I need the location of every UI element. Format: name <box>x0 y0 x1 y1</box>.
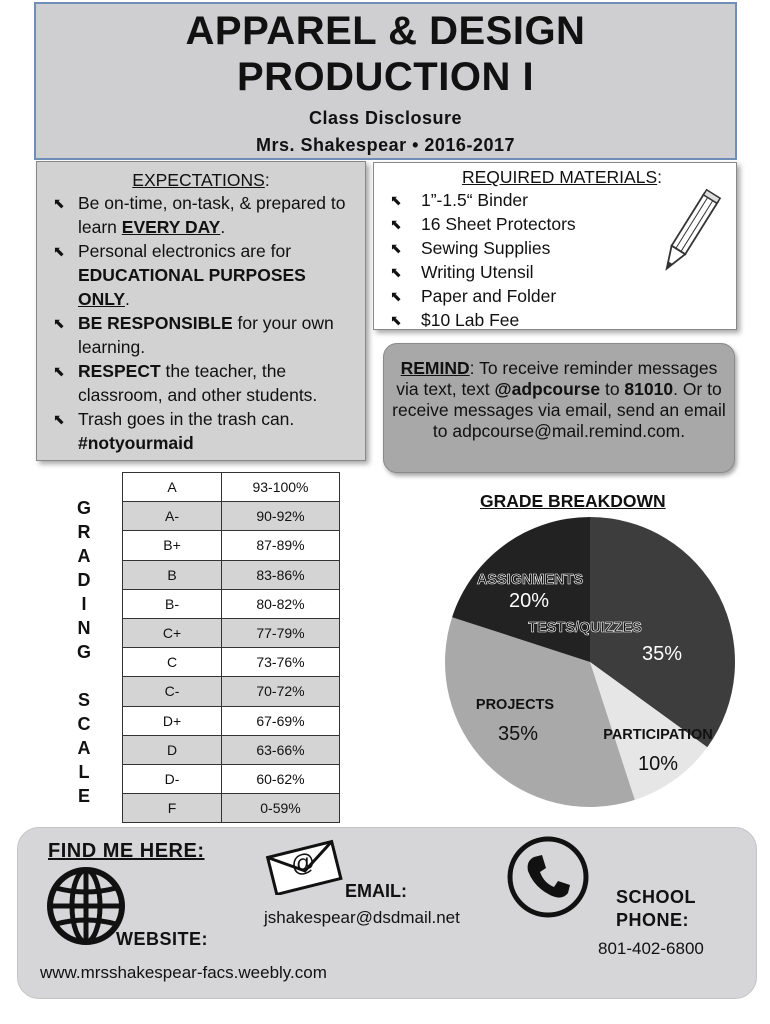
grade-range: 90-92% <box>222 502 340 531</box>
list-item: ⬉ Personal electronics are for EDUCATIONAL PURPOSES ONLY. <box>53 241 306 309</box>
slice-label: PARTICIPATION <box>603 727 713 743</box>
grade-range: 73-76% <box>222 648 340 677</box>
expectations-list <box>47 191 355 455</box>
grade-letter: C- <box>123 677 222 706</box>
grade-range: 0-59% <box>222 794 340 823</box>
arrow-bullet-icon: ⬉ <box>390 216 402 232</box>
slice-percent: 20% <box>508 590 550 612</box>
grade-letter: C <box>123 648 222 677</box>
remind-box: REMIND: To receive reminder messages via text, text @adpcourse to 81010. Or to receive messages via email, send an email to adpcourse@mail.remind.com. <box>383 343 735 473</box>
grade-range: 63-66% <box>222 735 340 764</box>
school-phone-label: SCHOOL PHONE: <box>616 887 697 930</box>
page-title <box>36 8 735 100</box>
arrow-bullet-icon: ⬉ <box>390 192 402 208</box>
table-row <box>123 706 340 735</box>
email-address[interactable]: jshakespear@dsdmail.net <box>264 908 460 927</box>
expectations-title: EXPECTATIONS: <box>132 170 270 190</box>
vertical-letter: A <box>77 738 91 758</box>
slice-percent: 35% <box>641 643 683 665</box>
grade-letter: B- <box>123 589 222 618</box>
globe-icon <box>46 866 126 946</box>
grade-letter: D+ <box>123 706 222 735</box>
subtitle: Class Disclosure <box>308 108 463 128</box>
table-row <box>123 648 340 677</box>
table-row <box>123 794 340 823</box>
table-row <box>123 735 340 764</box>
slice-percent: 35% <box>497 723 539 745</box>
find-me-heading: FIND ME HERE: <box>48 840 205 862</box>
list-item: ⬉ RESPECT the teacher, the classroom, and other students. <box>53 361 318 405</box>
title-line-2: PRODUCTION I <box>236 55 535 99</box>
vertical-letter: A <box>77 546 91 566</box>
header-banner <box>34 2 737 160</box>
grade-letter: A- <box>123 502 222 531</box>
title-line-1: APPAREL & DESIGN <box>185 9 586 53</box>
website-link[interactable]: www.mrsshakespear-facs.weebly.com <box>40 963 327 982</box>
grade-letter: D <box>123 735 222 764</box>
list-item: ⬉ Writing Utensil <box>390 262 534 282</box>
list-item: ⬉ Be on-time, on-task, & prepared to learn EVERY DAY. <box>53 193 346 237</box>
svg-text:@: @ <box>288 847 319 880</box>
table-row <box>123 589 340 618</box>
table-row <box>123 531 340 560</box>
vertical-letter: G <box>76 642 91 662</box>
table-row <box>123 677 340 706</box>
website-label: WEBSITE: <box>116 929 208 949</box>
materials-title: REQUIRED MATERIALS: <box>462 167 662 187</box>
chart-title: GRADE BREAKDOWN <box>480 491 666 511</box>
grading-scale-vertical-label <box>72 496 96 808</box>
arrow-bullet-icon: ⬉ <box>390 264 402 280</box>
grade-range: 87-89% <box>222 531 340 560</box>
arrow-bullet-icon: ⬉ <box>53 315 65 331</box>
email-icon <box>263 839 345 895</box>
list-item: ⬉ Trash goes in the trash can. #notyourmaid <box>53 409 295 453</box>
teacher-and-year: Mrs. Shakespear • 2016-2017 <box>256 135 515 155</box>
grade-breakdown-pie-chart <box>440 512 750 812</box>
grade-range: 80-82% <box>222 589 340 618</box>
grade-letter: C+ <box>123 618 222 647</box>
arrow-bullet-icon: ⬉ <box>53 411 65 427</box>
school-phone-number[interactable]: 801-402-6800 <box>598 939 704 958</box>
email-label: EMAIL: <box>345 881 407 901</box>
grade-range: 60-62% <box>222 764 340 793</box>
vertical-letter: G <box>76 498 91 518</box>
vertical-letter <box>72 664 96 688</box>
list-item: ⬉ Sewing Supplies <box>390 238 551 258</box>
slice-label: PROJECTS <box>475 697 555 713</box>
slice-label: TESTS/QUIZZES <box>528 620 642 636</box>
slice-label: ASSIGNMENTS <box>476 572 584 588</box>
vertical-letter: E <box>77 786 90 806</box>
contact-footer <box>17 827 757 999</box>
vertical-letter: R <box>77 522 91 542</box>
expectations-box <box>36 161 366 461</box>
list-item: ⬉ $10 Lab Fee <box>390 310 520 330</box>
list-item: ⬉ BE RESPONSIBLE for your own learning. <box>53 313 334 357</box>
table-row <box>123 764 340 793</box>
arrow-bullet-icon: ⬉ <box>53 363 65 379</box>
list-item: ⬉ Paper and Folder <box>390 286 557 306</box>
table-row <box>123 473 340 502</box>
arrow-bullet-icon: ⬉ <box>390 240 402 256</box>
vertical-letter: I <box>81 594 87 614</box>
grade-range: 93-100% <box>222 473 340 502</box>
arrow-bullet-icon: ⬉ <box>53 243 65 259</box>
arrow-bullet-icon: ⬉ <box>390 312 402 328</box>
table-row <box>123 502 340 531</box>
pencil-icon <box>656 185 722 281</box>
grade-letter: A <box>123 473 222 502</box>
grade-range: 83-86% <box>222 560 340 589</box>
grade-letter: F <box>123 794 222 823</box>
phone-icon <box>506 835 590 919</box>
grade-range: 67-69% <box>222 706 340 735</box>
table-row <box>123 560 340 589</box>
vertical-letter: C <box>77 714 91 734</box>
grade-range: 70-72% <box>222 677 340 706</box>
materials-box <box>373 162 737 330</box>
vertical-letter: D <box>77 570 91 590</box>
list-item: ⬉ 1”-1.5“ Binder <box>390 190 528 210</box>
list-item: ⬉ 16 Sheet Protectors <box>390 214 576 234</box>
grade-letter: B+ <box>123 531 222 560</box>
vertical-letter: S <box>77 690 90 710</box>
slice-percent: 10% <box>637 753 679 775</box>
grade-range: 77-79% <box>222 618 340 647</box>
vertical-letter: N <box>77 618 91 638</box>
vertical-letter: L <box>78 762 90 782</box>
grade-letter: D- <box>123 764 222 793</box>
arrow-bullet-icon: ⬉ <box>53 195 65 211</box>
arrow-bullet-icon: ⬉ <box>390 288 402 304</box>
grading-scale-table <box>122 472 340 823</box>
table-row <box>123 618 340 647</box>
grade-letter: B <box>123 560 222 589</box>
